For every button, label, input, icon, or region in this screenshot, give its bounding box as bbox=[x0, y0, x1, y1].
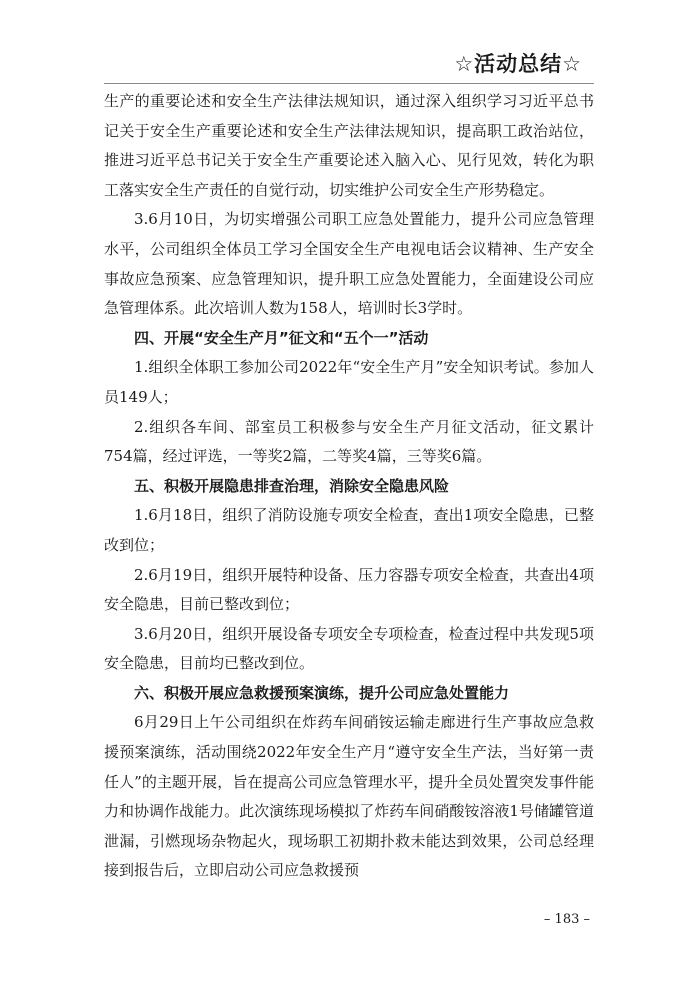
section-heading-essay: 四、开展“安全生产月”征文和“五个一”活动 bbox=[134, 328, 429, 347]
header-divider bbox=[104, 83, 594, 84]
paragraph-training: 3.6月10日，为切实增强公司职工应急处置能力，提升公司应急管理水平，公司组织全体员工学习全国安全生产电视电话会议精神、生产安全事故应急预案、应急管理知识，提升职工应急处置能力，全面建设公司应急管理体系。此次培训人数为158人，培训时长3学时。 bbox=[104, 210, 594, 318]
paragraph-essay-contest: 2.组织各车间、部室员工积极参与安全生产月征文活动，征文累计754篇，经过评选，一等奖2篇，二等奖4篇，三等奖6篇。 bbox=[104, 417, 594, 466]
page-header-title: ☆活动总结☆ bbox=[454, 52, 582, 76]
document-body bbox=[104, 87, 594, 886]
paragraph-equipment-inspection: 2.6月19日，组织开展特种设备、压力容器专项安全检查，共查出4项安全隐患，目前已整改到位； bbox=[104, 565, 594, 614]
paragraph-fire-inspection: 1.6月18日，组织了消防设施专项安全检查，查出1项安全隐患，已整改到位； bbox=[104, 506, 594, 554]
section-heading-drill: 六、积极开展应急救援预案演练，提升公司应急处置能力 bbox=[134, 683, 510, 702]
paragraph-drill: 6月29日上午公司组织在炸药车间硝铵运输走廊进行生产事故应急救援预案演练，活动围绕2022年安全生产月“遵守安全生产法，当好第一责任人”的主题开展，旨在提高公司应急管理水平，提升全员处置突发事件能力和协调作战能力。此次演练现场模拟了炸药车间硝酸铵溶液1号储罐管道泄漏，引燃现场杂物起火，现场职工初期扑救未能达到效果，公司总经理接到报告后，立即启动公司应急救援预 bbox=[104, 713, 594, 880]
paragraph-continuation: 生产的重要论述和安全生产法律法规知识，通过深入组织学习习近平总书记关于安全生产重要论述和安全生产法律法规知识，提高职工政治站位，推进习近平总书记关于安全生产重要论述入脑入心、见行见效，转化为职工落实安全生产责任的自觉行动，切实维护公司安全生产形势稳定。 bbox=[104, 92, 594, 199]
section-heading-hazard: 五、积极开展隐患排查治理，消除安全隐患风险 bbox=[134, 476, 450, 495]
page-number: – 183 – bbox=[543, 912, 590, 927]
paragraph-exam: 1.组织全体职工参加公司2022年“安全生产月”安全知识考试。参加人员149人； bbox=[104, 358, 594, 406]
paragraph-device-inspection: 3.6月20日，组织开展设备专项安全专项检查，检查过程中共发现5项安全隐患，目前均已整改到位。 bbox=[104, 624, 594, 673]
